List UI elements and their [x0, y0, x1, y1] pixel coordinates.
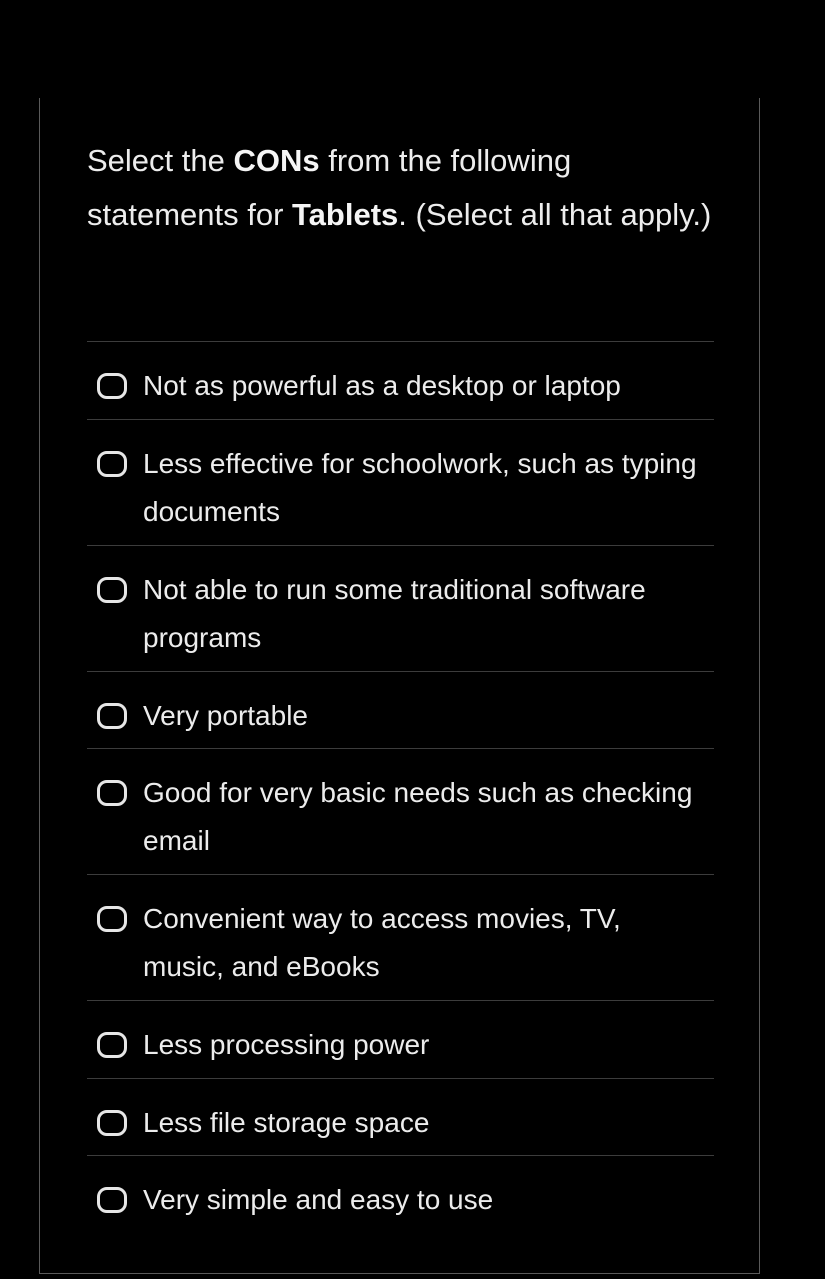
- option-access-media[interactable]: [87, 875, 714, 1001]
- option-less-processing-power[interactable]: [87, 1001, 714, 1079]
- checkbox-icon[interactable]: [97, 577, 127, 603]
- option-label: Not able to run some traditional software programs: [143, 573, 646, 653]
- option-label: Less file storage space: [143, 1106, 430, 1138]
- option-basic-needs-email[interactable]: [87, 749, 714, 875]
- checkbox-icon[interactable]: [97, 373, 127, 399]
- option-less-effective-schoolwork[interactable]: [87, 420, 714, 546]
- option-very-portable[interactable]: [87, 672, 714, 750]
- question-emphasis-cons: CONs: [233, 143, 320, 178]
- option-label: Very portable: [143, 699, 308, 731]
- option-label: Less effective for schoolwork, such as typing documents: [143, 447, 697, 527]
- checkbox-icon[interactable]: [97, 703, 127, 729]
- checkbox-icon[interactable]: [97, 1032, 127, 1058]
- option-not-able-to-run-software[interactable]: [87, 546, 714, 672]
- question-prefix: Select the: [87, 143, 234, 178]
- option-not-as-powerful[interactable]: [87, 342, 714, 420]
- checkbox-icon[interactable]: [97, 1187, 127, 1213]
- option-label: Convenient way to access movies, TV, music, and eBooks: [143, 903, 621, 982]
- question-suffix: . (Select all that apply.): [398, 196, 712, 232]
- question-panel: [39, 98, 760, 1274]
- option-label: Less processing power: [143, 1029, 430, 1060]
- checkbox-icon[interactable]: [97, 780, 127, 806]
- checkbox-icon[interactable]: [97, 906, 127, 932]
- answer-options-list: [87, 341, 714, 1234]
- option-simple-easy-to-use[interactable]: [87, 1156, 714, 1234]
- checkbox-icon[interactable]: [97, 1110, 127, 1136]
- question-emphasis-tablets: Tablets: [292, 196, 399, 232]
- question-middle: from the following statements for: [87, 143, 572, 232]
- checkbox-icon[interactable]: [97, 451, 127, 477]
- option-label: Not as powerful as a desktop or laptop: [143, 370, 621, 401]
- question-prompt: [87, 134, 727, 241]
- option-label: Good for very basic needs such as checking email: [143, 777, 693, 856]
- option-less-file-storage[interactable]: [87, 1079, 714, 1157]
- option-label: Very simple and easy to use: [143, 1184, 494, 1215]
